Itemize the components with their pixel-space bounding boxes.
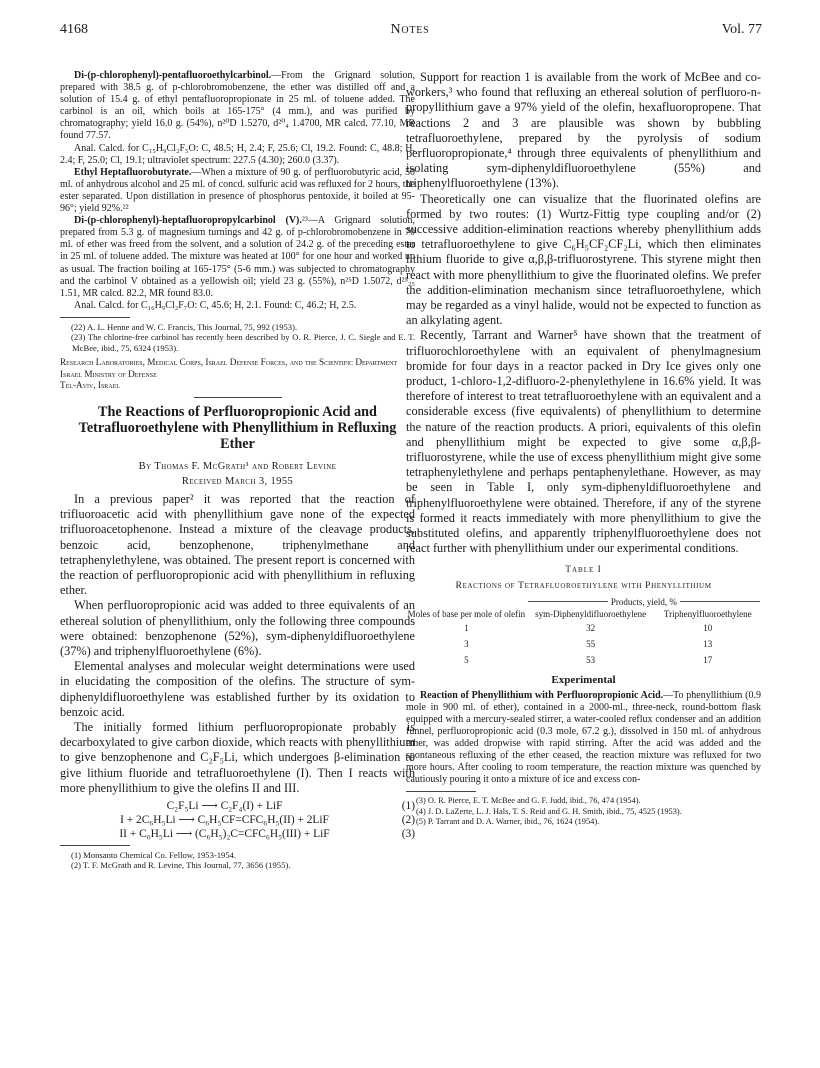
footnote: (2) T. F. McGrath and R. Levine, This Journal, 77, 3656 (1955).	[71, 860, 291, 871]
article-separator	[194, 397, 282, 398]
running-head: Notes	[390, 22, 430, 37]
footnote-rule	[60, 845, 130, 846]
body-paragraph: Theoretically one can visualize that the fluorinated olefins are formed by two routes: (1) Wurtz-Fittig type coupling and/or (2) successive addition-elimination reactions whereby phenyllithium adds to tetrafluoroethylene to give C₆H₅CF₂CF₂Li, which then eliminates lithium fluoride to give α,β,β-trifluorostyrene. This styrene might then react with more phenyllithium to give the fluorinated olefins. We prefer the addition-elimination mechanism since tetrafluoroethylene, which may be regarded as a vinyl halide, would not be expected to function as an alkylating agent.	[406, 191, 761, 328]
received-date: Received March 3, 1955	[181, 475, 294, 487]
body-paragraph: Support for reaction 1 is available from the work of McBee and co-workers,³ who found that refluxing an ethereal solution of perfluoro-n-propyllithium gave a 97% yield of the olefin, hexafluoropropene. That reactions 2 and 3 are plausible was shown by bubbling tetrafluoroethylene, prepared by the pyrolysis of sodium perfluoropropionate,⁴ through three equivalents of phenyllithium and isolating sym-diphenyldifluoroethylene (55%) and triphenylfluoroethylene (13%).	[406, 70, 761, 191]
table-header-diphenyl: sym-Diphenyldifluoroethylene	[535, 608, 647, 619]
equation: I + 2C₆H₅Li ⟶ C₆H₅CF=CFC₆H₅(II) + 2LiF (2)	[120, 814, 415, 827]
analysis-paragraph: Anal. Calcd. for C₁₆H₉Cl₂F₇O: C, 45.6; H, 2.1. Found: C, 46.2; H, 2.5.	[74, 299, 357, 311]
table-row: 1 32 10	[464, 622, 713, 633]
footnote: (5) P. Tarrant and D. A. Warner, ibid., 76, 1624 (1954).	[416, 817, 600, 827]
left-column	[60, 70, 415, 871]
affiliation-address: Tel-Aviv, Israel	[60, 379, 120, 390]
article-authors: By Thomas F. McGrath¹ and Robert Levine	[138, 460, 337, 472]
footnote-rule	[406, 791, 476, 792]
article-title: The Reactions of Perfluoropropionic Acid and Tetrafluoroethylene with Phenyllithium in Refluxing Ether	[78, 403, 397, 452]
footnote: (22) A. L. Henne and W. C. Francis, This Journal, 75, 992 (1953).	[71, 321, 298, 332]
footnote: (23) The chlorine-free carbinol has recently been described by O. R. Pierce, J. C. Siegle and E. T. McBee, ibid., 75, 6324 (1953).	[71, 332, 415, 353]
footnote: (1) Monsanto Chemical Co. Fellow, 1953-1954.	[71, 849, 237, 860]
table-row: 3 55 13	[464, 638, 713, 649]
equation: C₂F₅Li ⟶ C₂F₄(I) + LiF (1)	[166, 800, 415, 813]
footnote: (3) O. R. Pierce, E. T. McBee and G. F. Judd, ibid., 76, 474 (1954).	[416, 796, 641, 806]
table-group-header: Products, yield, %	[527, 596, 761, 608]
table-header-moles: Moles of base per mole of olefin	[407, 608, 526, 619]
table-caption: Table I	[565, 564, 602, 575]
experimental-paragraph: Reaction of Phenyllithium with Perfluoropropionic Acid.—To phenyllithium (0.9 mole in 900 ml. of ether), contained in a 2000-ml., three-neck, round-bottom flask equipped with a mercury-sealed stirrer, a water-cooled reflux condenser and an addition funnel, perfluoropropionic acid (0.3 mole, 67.2 g.), dissolved in 150 ml. of anhydrous ether, was added dropwise with rapid stirring. After the acid was added and the spontaneous refluxing of the ether ceased, the reaction mixture was refluxed for two more hours. After cooling to room temperature, the reaction mixture was quenched by cautiously pouring it onto a mixture of ice and excess con-	[406, 689, 761, 786]
procedure-paragraph: Di-(p-chlorophenyl)-heptafluoropropylcarbinol (V).²³—A Grignard solution, prepared from 5.3 g. of magnesium turnings and 42 g. of p-chlorobromobenzene in 70 ml. of ether was freed from the solvent, and a solution of 24.2 g. of the preceding ester in 25 ml. of toluene added. The mixture was heated at 100° for one hour and worked up as usual. The fraction boiling at 165-175° (5-6 mm.) was subjected to chromatography and the carbinol V obtained as a yellowish oil; yield 23 g. (55%), n²⁵D 1.5072, d²⁵₂₅ 1.51, MR calcd. 82.2, MR found 83.0.	[60, 215, 415, 299]
footnote-rule	[60, 317, 130, 318]
results-table	[406, 596, 761, 668]
affiliation-address: Israel Ministry of Defense	[60, 368, 157, 379]
body-paragraph: Elemental analyses and molecular weight determinations were used in elucidating the composition of the olefins. The structure of sym-diphenyldifluoroethylene was established further by its oxidation to benzoic acid.	[60, 659, 415, 719]
procedure-paragraph: Ethyl Heptafluorobutyrate.—When a mixture of 90 g. of perfluorobutyric acid, 50 ml. of anhydrous alcohol and 25 ml. of concd. sulfuric acid was refluxed for 2 hours, the ester separated. Upon distillation in presence of phosphorus pentoxide, it boiled at 95-96°; yield 92%.²²	[60, 166, 415, 215]
body-paragraph: In a previous paper² it was reported that the reaction of trifluoroacetic acid with phenyllithium gave none of the expected trifluoroacetophenone. Instead a mixture of the cleavage products, benzoic acid, benzophenone, triphenylmethane and tetraphenylethylene, was obtained. The present report is concerned with the reaction of perfluoropropionic acid with phenyllithium in refluxing ether.	[60, 491, 415, 598]
analysis-paragraph: Anal. Calcd. for C₁₅H₉Cl₂F₅O: C, 48.5; H, 2.4; F, 25.6; Cl, 19.2. Found: C, 48.8; H, 2.4; F, 25.0; Cl, 19.1; ultraviolet spectrum: 227.5 (4.30); 260.0 (3.37).	[60, 142, 415, 166]
table-row: 5 53 17	[464, 654, 713, 665]
body-paragraph: Recently, Tarrant and Warner⁵ have shown that the treatment of trifluorochloroethylene with an equivalent of phenylmagnesium bromide for four days in a reactor packed in Dry Ice gives only one product, 1-chloro-1,2-difluoro-2-phenylethylene in 16.6% yield. It was therefore of interest to treat tetrafluoroethylene with an equivalent and a considerable excess (five equivalents) of phenyllithium to determine the nature of the reaction products. A priori, equivalents of this olefin and phenyllithium might be expected to give some α,β,β-trifluorostyrene, while the use of excess phenyllithium might give some tetraphenylethylene and perhaps pentaphenylethane. However, as may be seen in Table I, only sym-diphenyldifluoroethylene and triphenylfluoroethylene were obtained. Therefore, if any of the styrene is formed it reacts immediately with more phenyllithium to give the substituted olefins, and apparently triphenylfluoroethylene does not react further with phenyllithium under our experimental conditions.	[406, 328, 761, 556]
body-paragraph: When perfluoropropionic acid was added to three equivalents of an ethereal solution of phenyllithium, only the following three compounds were obtained: benzophenone (52%), sym-diphenyldifluoroethylene (37%) and triphenylfluoroethylene (6%).	[60, 598, 415, 659]
table-header-triphenyl: Triphenylfluoroethylene	[663, 608, 752, 619]
table-title: Reactions of Tetrafluoroethylene with Phenyllithium	[455, 579, 712, 591]
section-heading: Experimental	[551, 673, 616, 686]
volume-label: Vol. 77	[721, 22, 762, 37]
body-paragraph: The initially formed lithium perfluoropropionate probably is decarboxylated to give carbon dioxide, which reacts with phenyllithium to give benzophenone and C₂F₅Li, which undergoes β-elimination to give lithium fluoride and tetrafluoroethylene (I). Then I reacts with more phenyllithium to give the olefins II and III.	[60, 720, 415, 795]
reaction-equations	[60, 799, 415, 842]
footnote: (4) J. D. LaZerte, L. J. Hals, T. S. Reid and G. H. Smith, ibid., 75, 4525 (1953).	[416, 806, 682, 816]
equation: II + C₆H₅Li ⟶ (C₆H₅)₂C=CFC₆H₅(III) + LiF (3)	[119, 828, 415, 841]
procedure-paragraph: Di-(p-chlorophenyl)-pentafluoroethylcarbinol.—From the Grignard solution, prepared with 38.5 g. of p-chlorobromobenzene, the ether was distilled off and a solution of 15.4 g. of ethyl pentafluoropropionate in 25 ml. of toluene added. The carbinol is an oil, which boils at 165-175° (4 mm.), and was purified by chromatography; yield 16.0 g. (54%), n²⁰D 1.5270, d²⁰₄ 1.4700, MR calcd. 77.10, MR found 77.57.	[60, 70, 415, 142]
affiliation-address: Research Laboratories, Medical Corps, Israel Defense Forces, and the Scientific Department	[60, 357, 398, 368]
right-column	[406, 70, 761, 827]
page-number: 4168	[60, 22, 88, 37]
